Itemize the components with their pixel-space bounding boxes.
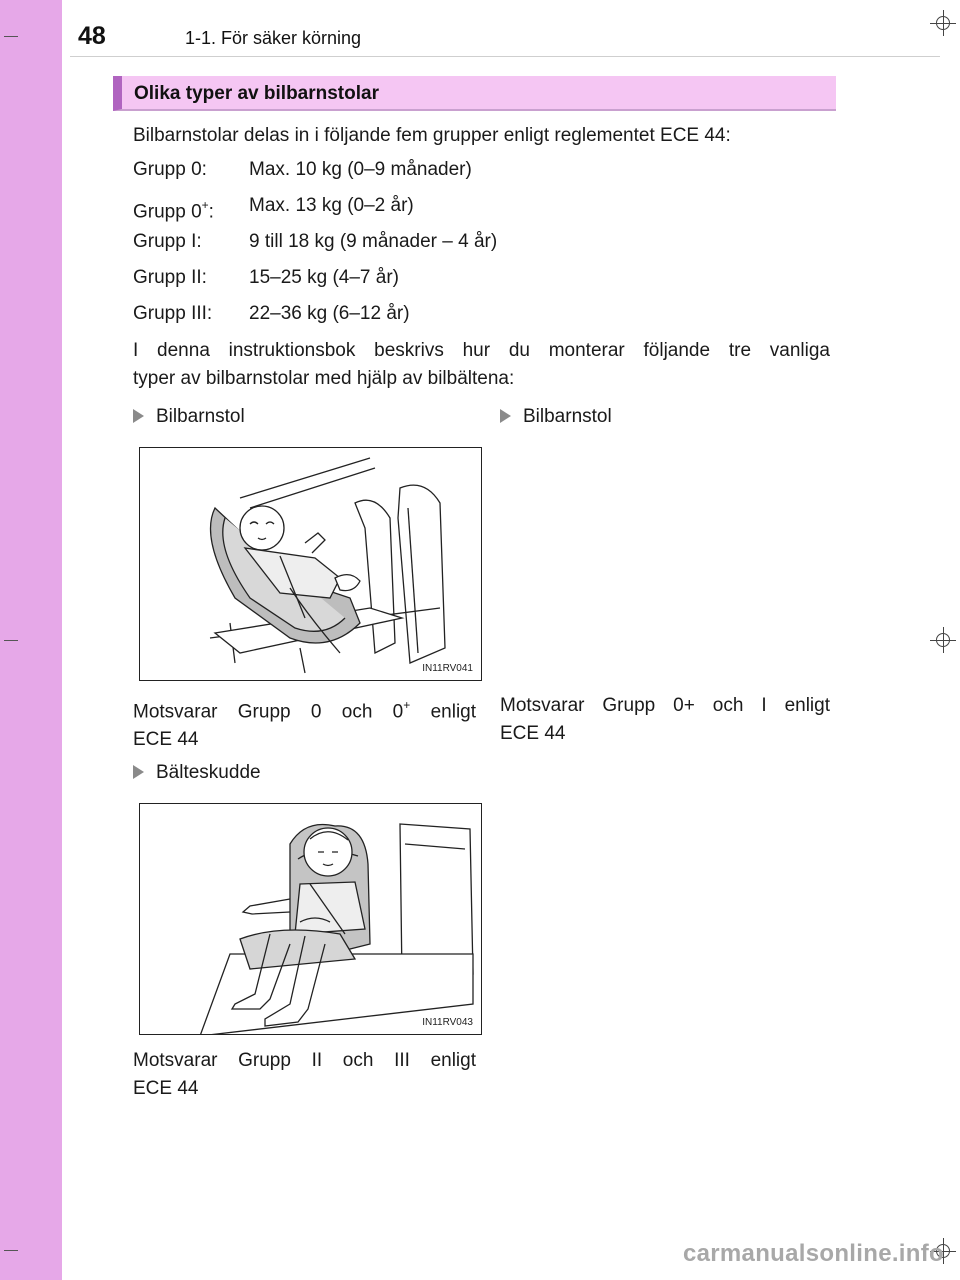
bullet-arrow-icon xyxy=(500,409,511,423)
seat-type-heading: Bilbarnstol xyxy=(133,404,245,430)
group-row xyxy=(133,194,833,223)
group-label: Grupp III: xyxy=(133,303,213,324)
group-row xyxy=(133,266,833,292)
figure-code: IN11RV041 xyxy=(422,663,473,674)
booster-seat-drawing xyxy=(140,804,482,1035)
group-description: 15–25 kg (4–7 år) xyxy=(249,267,399,288)
bullet-arrow-icon xyxy=(133,765,144,779)
chapter-title: 1-1. För säker körning xyxy=(185,28,362,48)
crop-mark xyxy=(4,1250,18,1251)
group-row xyxy=(133,302,833,328)
registration-mark xyxy=(930,627,956,653)
figure-code: IN11RV043 xyxy=(422,1017,473,1028)
infant-seat-illustration xyxy=(139,447,482,681)
header-divider xyxy=(70,56,940,57)
group-description: Max. 10 kg (0–9 månader) xyxy=(249,159,472,180)
group-description: 9 till 18 kg (9 månader – 4 år) xyxy=(249,231,498,252)
booster-seat-illustration xyxy=(139,803,482,1035)
seat-type-heading: Bälteskudde xyxy=(133,760,261,786)
bullet-arrow-icon xyxy=(133,409,144,423)
instruction-text: I denna instruktionsbok beskrivs hur du monterar följande tre vanliga typer av bilbarnstolar med hjälp av bilbältena: xyxy=(133,340,830,389)
intro-text: Bilbarnstolar delas in i följande fem grupper enligt reglementet ECE 44: xyxy=(133,125,731,146)
crop-mark xyxy=(4,640,18,641)
seat-type-caption: Motsvarar Grupp 0 och 0+ enligt ECE 44 xyxy=(133,698,477,751)
page-number: 48 xyxy=(78,22,106,50)
group-label: Grupp 0: xyxy=(133,159,207,180)
group-row xyxy=(133,158,833,184)
seat-type-caption: Motsvarar Grupp II och III enligt ECE 44 xyxy=(133,1050,476,1099)
group-description: 22–36 kg (6–12 år) xyxy=(249,303,410,324)
group-row xyxy=(133,230,833,256)
infant-seat-drawing xyxy=(140,448,482,681)
section-heading xyxy=(113,76,836,111)
registration-mark xyxy=(930,10,956,36)
group-label: Grupp I: xyxy=(133,231,202,252)
seat-type-caption: Motsvarar Grupp 0+ och I enligt ECE 44 xyxy=(500,695,830,744)
crop-mark xyxy=(4,36,18,37)
seat-type-heading: Bilbarnstol xyxy=(500,404,612,430)
section-title: Olika typer av bilbarnstolar xyxy=(134,83,379,104)
group-label: Grupp 0+: xyxy=(133,198,214,223)
group-label: Grupp II: xyxy=(133,267,207,288)
watermark: carmanualsonline.info xyxy=(682,1240,944,1267)
group-description: Max. 13 kg (0–2 år) xyxy=(249,195,414,216)
